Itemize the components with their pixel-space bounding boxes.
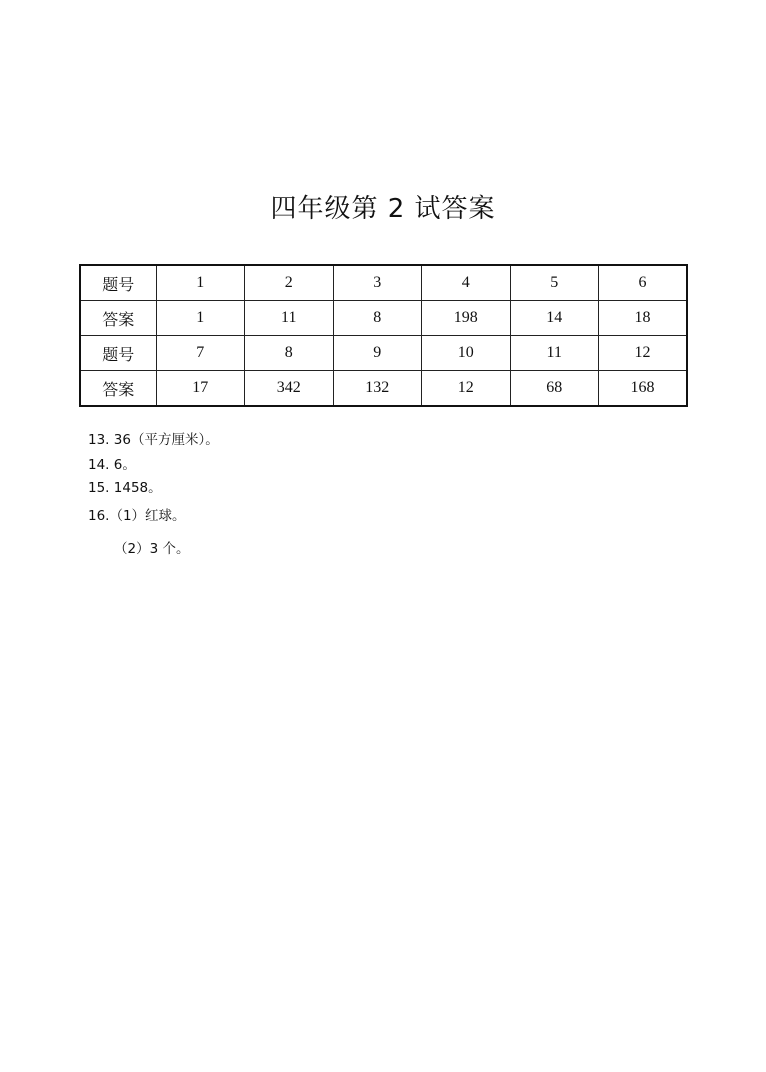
table-row: [80, 265, 687, 301]
table-cell: 6: [599, 265, 688, 301]
row-label-question-number: 题号: [80, 265, 156, 301]
table-cell: 10: [422, 336, 511, 371]
table-cell: 4: [422, 265, 511, 301]
table-cell: 132: [333, 371, 422, 407]
table-row: [80, 336, 687, 371]
table-cell: 5: [510, 265, 599, 301]
table-cell: 9: [333, 336, 422, 371]
table-cell: 18: [599, 301, 688, 336]
table-row: [80, 301, 687, 336]
table-cell: 198: [422, 301, 511, 336]
table-cell: 3: [333, 265, 422, 301]
answer-table: [79, 264, 688, 407]
answer-13: 13. 36（平方厘米）。: [88, 432, 219, 448]
page-title: 四年级第 2 试答案: [270, 194, 496, 224]
row-label-answer: 答案: [80, 371, 156, 407]
answer-15: 15. 1458。: [88, 480, 162, 496]
table-cell: 8: [333, 301, 422, 336]
table-cell: 68: [510, 371, 599, 407]
table-cell: 11: [510, 336, 599, 371]
answer-14: 14. 6。: [88, 457, 136, 473]
table-cell: 1: [156, 301, 245, 336]
answer-16-part-2: （2）3 个。: [114, 541, 190, 557]
row-label-answer: 答案: [80, 301, 156, 336]
table-cell: 1: [156, 265, 245, 301]
table-row: [80, 371, 687, 407]
table-cell: 8: [245, 336, 334, 371]
table-cell: 14: [510, 301, 599, 336]
row-label-question-number: 题号: [80, 336, 156, 371]
table-cell: 168: [599, 371, 688, 407]
answer-16-part-1: 16.（1）红球。: [88, 508, 186, 524]
table-cell: 342: [245, 371, 334, 407]
table-cell: 7: [156, 336, 245, 371]
table-cell: 2: [245, 265, 334, 301]
table-cell: 11: [245, 301, 334, 336]
table-cell: 12: [599, 336, 688, 371]
table-cell: 17: [156, 371, 245, 407]
table-cell: 12: [422, 371, 511, 407]
